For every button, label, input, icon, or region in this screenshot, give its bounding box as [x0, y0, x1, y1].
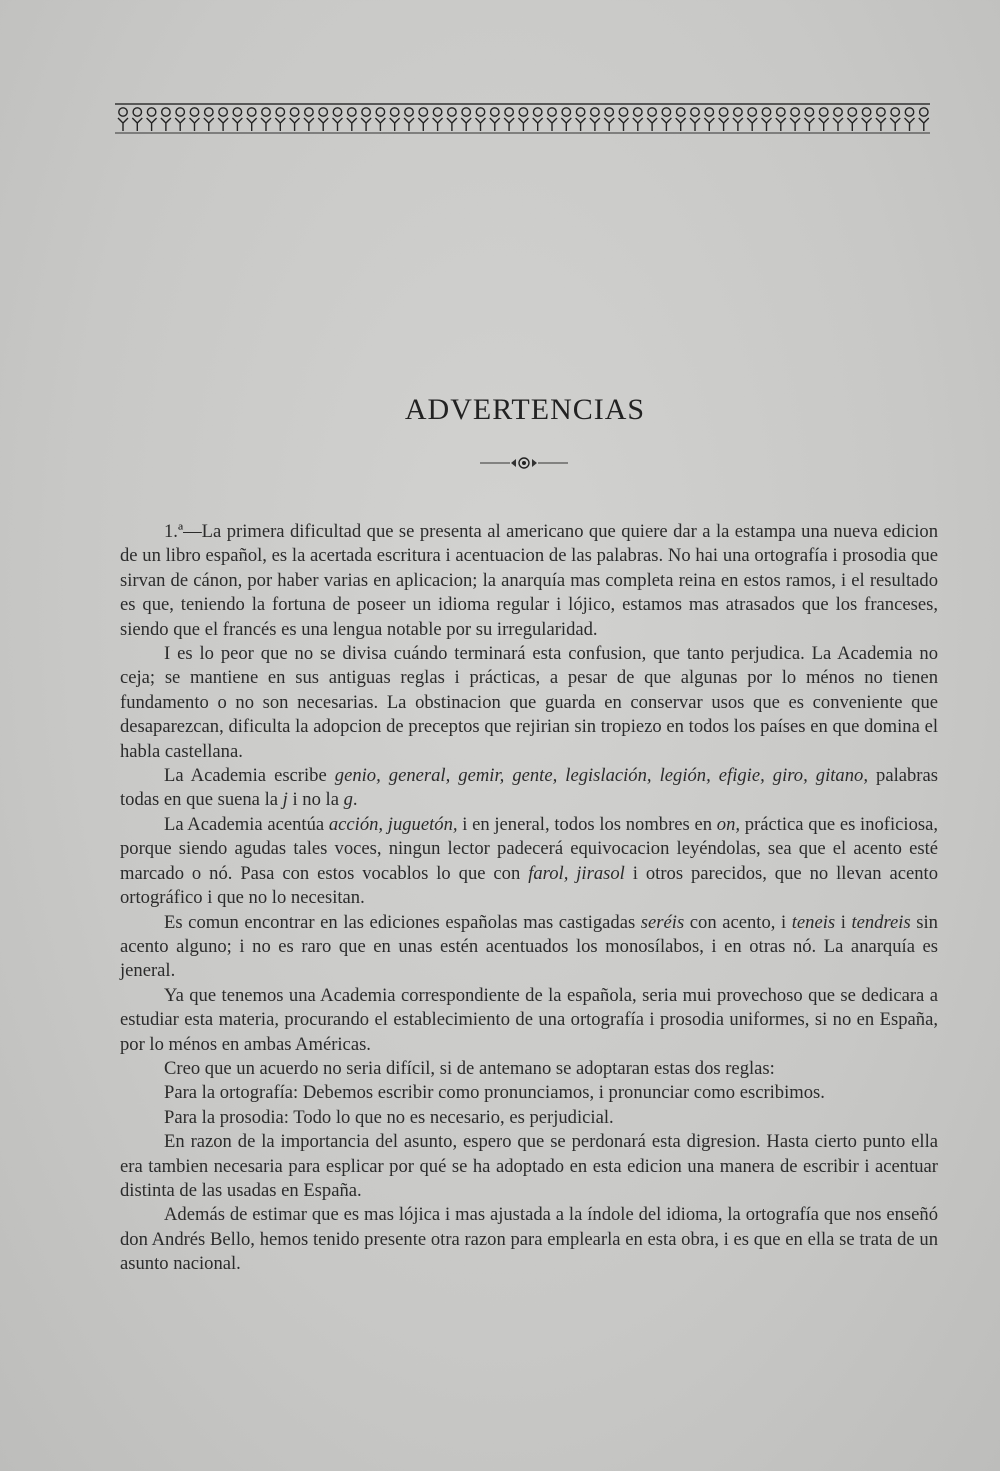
paragraph: Es comun encontrar en las ediciones españolas mas castigadas seréis con acento, i teneis i tendreis sin acento alguno; i no es raro que en unas estén acentuados los monosílabos, i en otras nó. La anarquía es jeneral.	[120, 911, 938, 982]
ornament-stem	[361, 118, 371, 131]
ornament-ring	[433, 108, 441, 116]
ornament-ring	[491, 108, 499, 116]
ornament-stem	[790, 118, 800, 131]
ornament-stem	[690, 118, 700, 131]
ornament-stem	[476, 118, 486, 131]
paragraph: Para la ortografía: Debemos escribir como pronunciamos, i pronunciar como escribimos.	[164, 1082, 825, 1104]
ornament-ring	[820, 108, 828, 116]
ornament-ring	[362, 108, 370, 116]
ornament-ring	[233, 108, 241, 116]
page-title: ADVERTENCIAS	[404, 393, 646, 426]
ornament-stem	[804, 118, 814, 131]
ornament-stem	[762, 118, 772, 131]
ornament-ring	[305, 108, 313, 116]
ornament-stem	[533, 118, 543, 131]
ornament-ring	[877, 108, 885, 116]
ornament-stem	[819, 118, 829, 131]
ornament-stem	[118, 118, 128, 131]
ornament-stem	[418, 118, 428, 131]
ornament-stem	[576, 118, 586, 131]
ornament-stem	[547, 118, 557, 131]
ornament-stem	[447, 118, 457, 131]
ornament-ring	[505, 108, 513, 116]
ornament-ring	[448, 108, 456, 116]
ornament-ring	[190, 108, 198, 116]
ornament-ring	[348, 108, 356, 116]
ornament-stem	[404, 118, 414, 131]
ornament-ring	[705, 108, 713, 116]
ornament-stem	[204, 118, 214, 131]
ornament-stem	[704, 118, 714, 131]
ornament-ring	[619, 108, 627, 116]
ornament-stem	[561, 118, 571, 131]
ornament-ring	[162, 108, 170, 116]
ornament-ring	[719, 108, 727, 116]
paragraph: La Academia escribe genio, general, gemir, gente, legislación, legión, efigie, giro, gitano, palabras todas en que suena la j i no la g.	[120, 765, 938, 811]
ornament-ring	[133, 108, 141, 116]
ornament-ring	[591, 108, 599, 116]
ornament-stem	[676, 118, 686, 131]
ornament-ring	[605, 108, 613, 116]
ornament-stem	[619, 118, 629, 131]
ornament-stem	[661, 118, 671, 131]
ornament-stem	[218, 118, 228, 131]
title-flourish	[478, 455, 570, 471]
ornament-stem	[190, 118, 200, 131]
ornament-ring	[534, 108, 542, 116]
ornament-ring	[376, 108, 384, 116]
ornament-stem	[719, 118, 729, 131]
ornament-stem	[375, 118, 385, 131]
paragraph: La Academia acentúa acción, juguetón, i en jeneral, todos los nombres en on, práctica que es inoficiosa, porque siendo agudas tales voces, ningun lector padecerá equivocacion leyéndolas, sea que el acento esté marcado o nó. Pasa con estos vocablos lo que con farol, jirasol i otros parecidos, que no llevan acento ortográfico i que no lo necesitan.	[120, 813, 939, 909]
paragraph: En razon de la importancia del asunto, espero que se perdonará esta digresion. Hasta cierto punto ella era tambien necesaria para esplicar por qué se ha adoptado en esta edicion una manera de escribir i acentuar distinta de las usadas en España.	[120, 1131, 938, 1201]
ornament-stem	[147, 118, 157, 131]
ornament-ring	[262, 108, 270, 116]
ornament-stem	[633, 118, 643, 131]
ornament-stem	[161, 118, 171, 131]
ornament-stem	[261, 118, 271, 131]
ornament-ring	[834, 108, 842, 116]
ornament-stem	[333, 118, 343, 131]
ornament-stem	[304, 118, 314, 131]
ornament-ring	[634, 108, 642, 116]
ornament-stem	[490, 118, 500, 131]
ornament-stem	[347, 118, 357, 131]
ornament-ring	[319, 108, 327, 116]
ornament-stem	[919, 118, 929, 131]
ornament-stem	[461, 118, 471, 131]
ornament-ring	[805, 108, 813, 116]
ornament-stem	[733, 118, 743, 131]
ornament-ring	[791, 108, 799, 116]
ornament-ring	[248, 108, 256, 116]
paragraph: Ya que tenemos una Academia correspondiente de la española, seria mui provechoso que se dedicara a estudiar esta materia, procurando el establecimiento de una ortografía i prosodia uniformes, si no en España, por lo ménos en ambas Américas.	[120, 984, 938, 1055]
ornament-ring	[290, 108, 298, 116]
ornament-ring	[662, 108, 670, 116]
ornament-stem	[518, 118, 528, 131]
ornament-stem	[890, 118, 900, 131]
paragraph: Para la prosodia: Todo lo que no es necesario, es perjudicial.	[164, 1106, 614, 1128]
ornament-ring	[777, 108, 785, 116]
ornament-ring	[748, 108, 756, 116]
ornament-ring	[405, 108, 413, 116]
ornament-ring	[391, 108, 399, 116]
ornament-ring	[677, 108, 685, 116]
ornament-stem	[747, 118, 757, 131]
ornament-ring	[119, 108, 127, 116]
paragraph: Creo que un acuerdo no seria difícil, si de antemano se adoptaran estas dos reglas:	[164, 1057, 775, 1079]
ornament-stem	[504, 118, 514, 131]
ornament-stem	[876, 118, 886, 131]
body-text	[120, 520, 938, 1277]
ornament-ring	[462, 108, 470, 116]
ornament-stem	[132, 118, 142, 131]
ornament-ring	[762, 108, 770, 116]
ornament-stem	[905, 118, 915, 131]
ornament-stem	[847, 118, 857, 131]
ornament-stem	[433, 118, 443, 131]
ornament-stem	[232, 118, 242, 131]
ornament-stem	[862, 118, 872, 131]
ornament-stem	[290, 118, 300, 131]
paragraph: Además de estimar que es mas lójica i mas ajustada a la índole del idioma, la ortografía que nos enseñó don Andrés Bello, hemos tenido presente otra razon para emplearla en esta obra, i es que en ella se trata de un asunto nacional.	[120, 1204, 938, 1275]
paragraph: 1.ª—La primera dificultad que se presenta al americano que quiere dar a la estampa una nueva edicion de un libro español, es la acertada escritura i acentuacion de las palabras. No hai una ortografía i prosodia que sirvan de cánon, por haber varias en aplicacion; la anarquía mas completa reina en estos ramos, i el resultado es que, teniendo la fortuna de poseer un idioma regular i lójico, estamos mas atrasados que los franceses, siendo que el francés es una lengua notable por su irregularidad.	[120, 521, 938, 640]
ornament-stem	[604, 118, 614, 131]
ornament-ring	[562, 108, 570, 116]
ornament-stem	[175, 118, 185, 131]
ornament-ring	[548, 108, 556, 116]
ornament-ring	[419, 108, 427, 116]
decorative-header-border	[115, 100, 930, 136]
ornament-stem	[390, 118, 400, 131]
ornament-ring	[648, 108, 656, 116]
ornament-ring	[519, 108, 527, 116]
ornament-ring	[333, 108, 341, 116]
ornament-ring	[920, 108, 928, 116]
ornament-ring	[848, 108, 856, 116]
ornament-ring	[176, 108, 184, 116]
ornament-ring	[476, 108, 484, 116]
ornament-stem	[318, 118, 328, 131]
ornament-ring	[576, 108, 584, 116]
ornament-stem	[776, 118, 786, 131]
ornament-stem	[647, 118, 657, 131]
paragraph: I es lo peor que no se divisa cuándo terminará esta confusion, que tanto perjudica. La Academia no ceja; se mantiene en sus antiguas reglas i prácticas, a pesar de que algunas por lo ménos no tienen fundamento o no son necesarias. La obstinacion que guarda en conservar usos que es conveniente que desaparezcan, dificulta la adopcion de preceptos que rejirian sin tropiezo en todos los países en que domina el habla castellana.	[120, 643, 938, 762]
ornament-ring	[905, 108, 913, 116]
ornament-ring	[205, 108, 213, 116]
ornament-ring	[147, 108, 155, 116]
ornament-ring	[891, 108, 899, 116]
ornament-stem	[247, 118, 257, 131]
ornament-stem	[275, 118, 285, 131]
ornament-ring	[276, 108, 284, 116]
ornament-ring	[219, 108, 227, 116]
ornament-ring	[734, 108, 742, 116]
ornament-stem	[833, 118, 843, 131]
ornament-ring	[862, 108, 870, 116]
ornament-stem	[590, 118, 600, 131]
ornament-ring	[691, 108, 699, 116]
